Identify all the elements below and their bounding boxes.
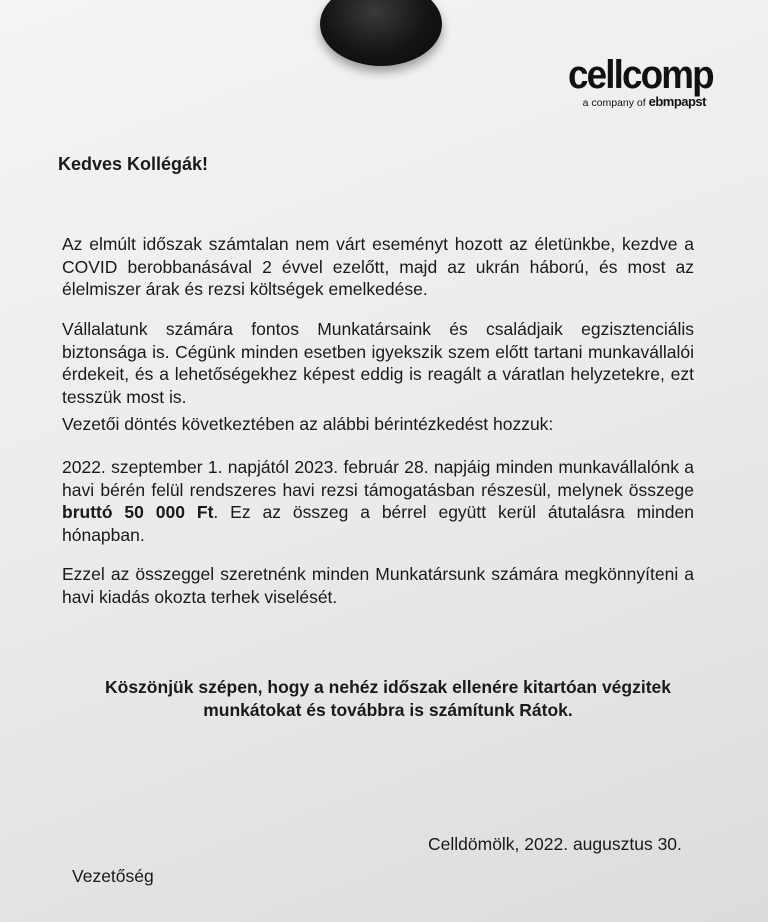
logo-tagline-prefix: a company of	[582, 97, 646, 109]
magnet	[320, 0, 442, 66]
paragraph-1: Az elmúlt időszak számtalan nem várt eseményt hozott az életünkbe, kezdve a COVID berobbanásával 2 évvel ezelőtt, majd az ukrán háború, és most az élelmiszer árak és rezsi költségek emelkedése.	[62, 234, 694, 299]
paragraph-5: Ezzel az összeggel szeretnénk minden Munkatársunk számára megkönnyíteni a havi kiadás okozta terhek viselését.	[62, 564, 694, 607]
paragraph-4-text-after: . Ez az összeg a bérrel együtt kerül átutalásra minden hónapban.	[62, 502, 694, 545]
logo-tagline	[556, 96, 706, 109]
paragraph-2: Vállalatunk számára fontos Munkatársaink és családjaik egzisztenciális biztonsága is. Cégünk minden esetben igyekszik szem előtt tartani munkavállalói érdekeit, és a lehetőségekhez képest eddig is reagált a váratlan helyzetekre, ezt tesszük most is.	[62, 319, 694, 407]
logo-tagline-brand: ebmpapst	[648, 94, 706, 109]
paragraph-4-amount: bruttó 50 000 Ft	[62, 502, 214, 522]
paragraph-3: Vezetői döntés következtében az alábbi bérintézkedést hozzuk:	[62, 414, 554, 434]
thanks-line-2: munkátokat és továbbra is számítunk Rátok.	[203, 700, 573, 720]
thanks-note	[58, 676, 718, 722]
signature: Vezetőség	[72, 866, 154, 886]
place-date: Celldömölk, 2022. augusztus 30.	[428, 834, 682, 854]
company-logo	[556, 53, 713, 109]
logo-name: cellcomp	[568, 53, 713, 97]
thanks-line-1: Köszönjük szépen, hogy a nehéz időszak ellenére kitartóan végzitek	[105, 677, 671, 697]
paragraph-4-text-before: 2022. szeptember 1. napjától 2023. február 28. napjáig minden munkavállalónk a havi bérén felül rendszeres havi rezsi támogatásban részesül, melynek összege	[62, 457, 694, 500]
paragraph-4	[62, 456, 694, 546]
salutation: Kedves Kollégák!	[58, 154, 209, 174]
